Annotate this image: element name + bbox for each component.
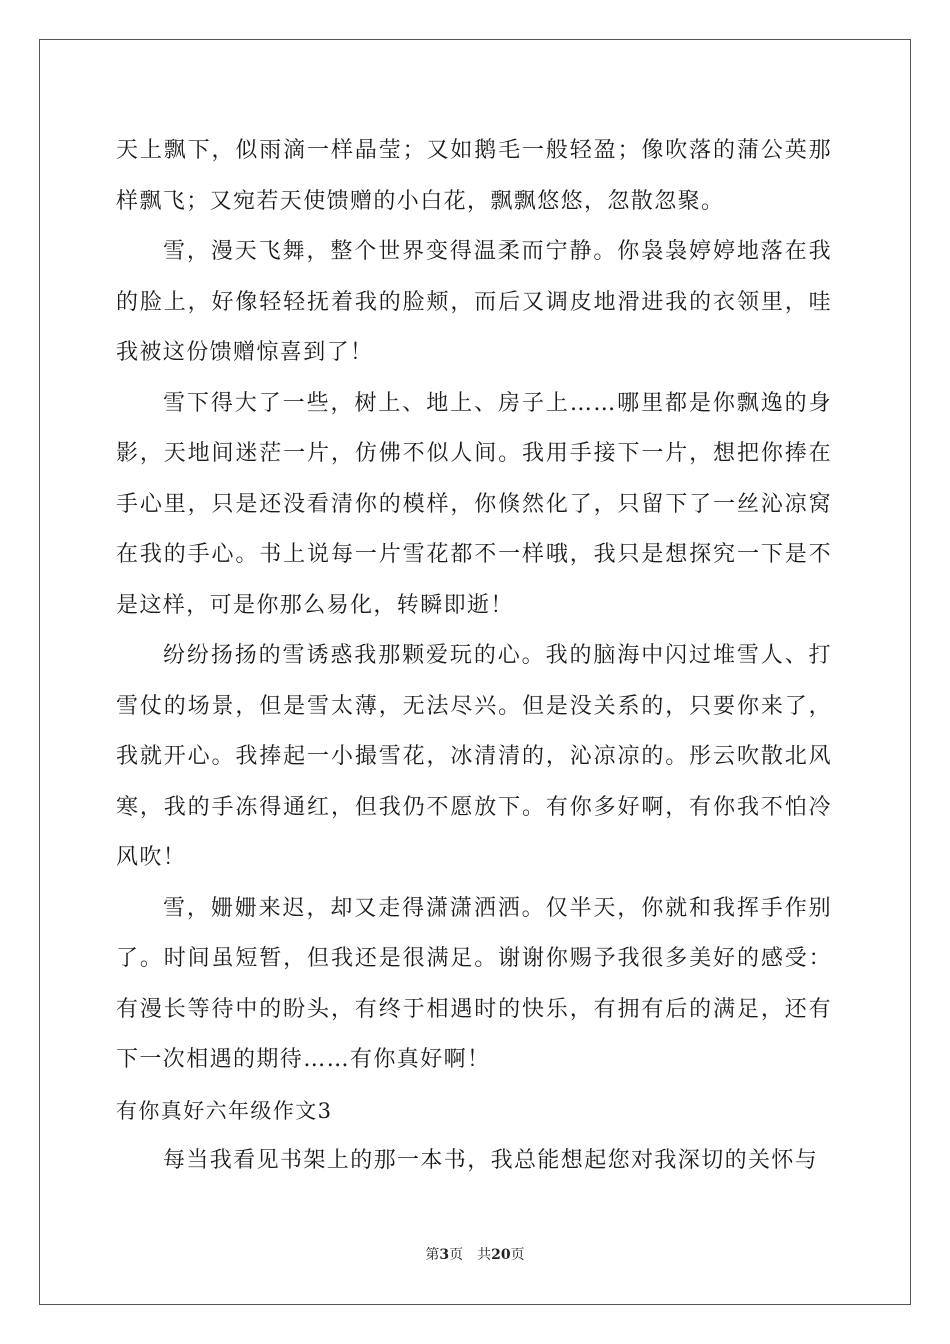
footer-page-suffix: 页 (449, 1247, 464, 1263)
paragraph-4: 纷纷扬扬的雪诱惑我那颗爱玩的心。我的脑海中闪过堆雪人、打雪仗的场景，但是雪太薄，无法尽兴。但是没关系的，只要你来了，我就开心。我捧起一小撮雪花，冰清清的，沁凉凉的。彤云吹散北风寒，我的手冻得通红，但我仍不愿放下。有你多好啊，有你我不怕冷风吹！ (116, 643, 832, 870)
paragraph-5: 雪，姗姗来迟，却又走得潇潇洒洒。仅半天，你就和我挥手作别了。时间虽短暂，但我还是很满足。谢谢你赐予我很多美好的感受：有漫长等待中的盼头，有终于相遇时的快乐，有拥有后的满足，还有下一次相遇的期待……有你真好啊！ (116, 895, 832, 1072)
page-footer (0, 1245, 950, 1265)
paragraph-1: 天上飘下，似雨滴一样晶莹；又如鹅毛一般轻盈；像吹落的蒲公英那样飘飞；又宛若天使馈赠的小白花，飘飘悠悠，忽散忽聚。 (116, 138, 832, 214)
footer-total-prefix: 共 (477, 1247, 492, 1263)
paragraph-3: 雪下得大了一些，树上、地上、房子上……哪里都是你飘逸的身影，天地间迷茫一片，仿佛不似人间。我用手接下一片，想把你捧在手心里，只是还没看清你的模样，你倏然化了，只留下了一丝沁凉窝在我的手心。书上说每一片雪花都不一样哦，我只是想探究一下是不是这样，可是你那么易化，转瞬即逝！ (116, 390, 832, 618)
footer-page-prefix: 第 (425, 1247, 440, 1263)
footer-page-total: 20 (491, 1247, 511, 1263)
document-body (116, 126, 832, 1187)
section-heading: 有你真好六年级作文3 (116, 1098, 333, 1123)
paragraph-2: 雪，漫天飞舞，整个世界变得温柔而宁静。你袅袅婷婷地落在我的脸上，好像轻轻抚着我的脸颊，而后又调皮地滑进我的衣领里，哇我被这份馈赠惊喜到了！ (116, 239, 832, 365)
footer-total-suffix: 页 (510, 1247, 525, 1263)
footer-page-current: 3 (439, 1247, 450, 1263)
paragraph-6: 每当我看见书架上的那一本书，我总能想起您对我深切的关怀与 (163, 1148, 819, 1173)
